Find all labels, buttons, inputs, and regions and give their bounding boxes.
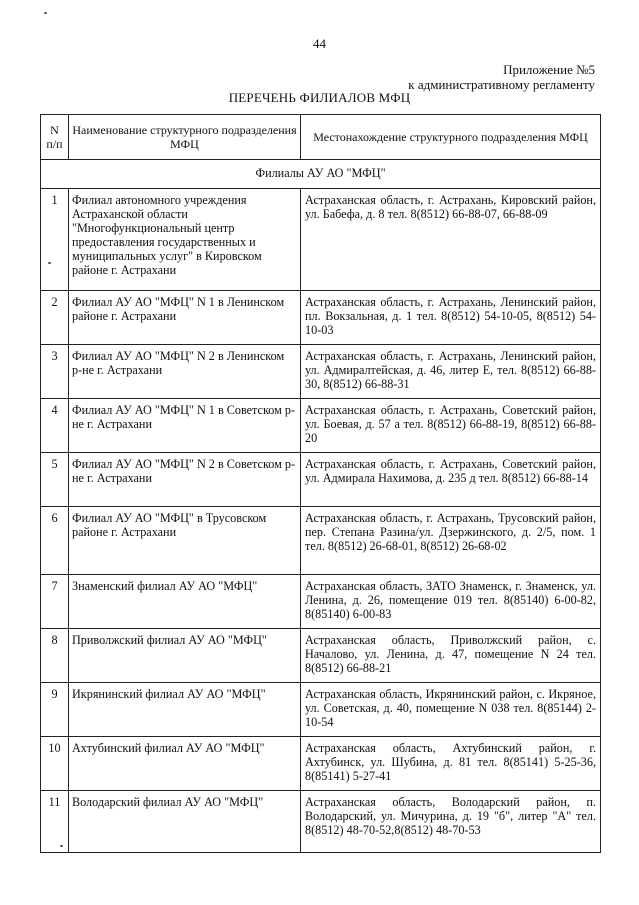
branch-location: Астраханская область, Ахтубинский район, г. Ахтубинск, ул. Шубина, д. 81 тел. 8(85141) 5-25-36, 8(85141) 5-27-41	[301, 737, 601, 791]
branch-name: Знаменский филиал АУ АО "МФЦ"	[69, 575, 301, 629]
branch-name: Филиал АУ АО "МФЦ" N 1 в Советском р-не г. Астрахани	[69, 399, 301, 453]
row-number: 3	[41, 345, 69, 399]
header-location: Местонахождение структурного подразделения МФЦ	[301, 115, 601, 160]
branch-name: Филиал АУ АО "МФЦ" N 1 в Ленинском районе г. Астрахани	[69, 291, 301, 345]
branch-location: Астраханская область, Приволжский район, с. Началово, ул. Ленина, д. 47, помещение N 24 тел. 8(8512) 66-88-21	[301, 629, 601, 683]
row-number: 7	[41, 575, 69, 629]
row-number: 6	[41, 507, 69, 575]
appendix-line-1: Приложение №5	[503, 62, 595, 77]
branch-name: Филиал АУ АО "МФЦ" N 2 в Ленинском р-не г. Астрахани	[69, 345, 301, 399]
branch-name: Икрянинский филиал АУ АО "МФЦ"	[69, 683, 301, 737]
branch-location: Астраханская область, г. Астрахань, Советский район, ул. Адмирала Нахимова, д. 235 д тел. 8(8512) 66-88-14	[301, 453, 601, 507]
branch-name: Филиал автономного учреждения Астраханской области "Многофункциональный центр предоставления государственных и муниципальных услуг" в Кировском районе г. Астрахани	[69, 189, 301, 291]
table-row	[41, 575, 601, 629]
row-number: 4	[41, 399, 69, 453]
row-number: 5	[41, 453, 69, 507]
header-name: Наименование структурного подразделения МФЦ	[69, 115, 301, 160]
row-number: 11	[41, 791, 69, 853]
row-number: 2	[41, 291, 69, 345]
table-row	[41, 399, 601, 453]
page-number: 44	[313, 36, 326, 51]
row-number: 8	[41, 629, 69, 683]
branch-location: Астраханская область, г. Астрахань, Ленинский район, пл. Вокзальная, д. 1 тел. 8(8512) 54-10-05, 8(8512) 54-10-03	[301, 291, 601, 345]
table-row	[41, 189, 601, 291]
branch-location: Астраханская область, ЗАТО Знаменск, г. Знаменск, ул. Ленина, д. 26, помещение 019 тел. 8(85140) 6-00-82, 8(85140) 6-00-83	[301, 575, 601, 629]
table-row	[41, 453, 601, 507]
section-row	[41, 160, 601, 189]
appendix-line-2: к административному регламенту	[408, 77, 595, 92]
branch-name: Володарский филиал АУ АО "МФЦ"	[69, 791, 301, 853]
table-row	[41, 507, 601, 575]
branch-name: Приволжский филиал АУ АО "МФЦ"	[69, 629, 301, 683]
scan-speck	[44, 12, 47, 14]
branch-location: Астраханская область, Володарский район, п. Володарский, ул. Мичурина, д. 19 "б", литер "А" тел. 8(8512) 48-70-52,8(8512) 48-70-53	[301, 791, 601, 853]
table-row	[41, 629, 601, 683]
table-row	[41, 791, 601, 853]
row-number: 10	[41, 737, 69, 791]
document-title: ПЕРЕЧЕНЬ ФИЛИАЛОВ МФЦ	[228, 90, 411, 105]
scan-speck	[48, 262, 51, 264]
scan-speck	[60, 845, 63, 847]
section-title: Филиалы АУ АО "МФЦ"	[41, 160, 601, 189]
branch-name: Филиал АУ АО "МФЦ" N 2 в Советском р-не г. Астрахани	[69, 453, 301, 507]
branch-name: Филиал АУ АО "МФЦ" в Трусовском районе г. Астрахани	[69, 507, 301, 575]
table-row	[41, 737, 601, 791]
row-number: 9	[41, 683, 69, 737]
branches-table	[40, 114, 601, 853]
table-row	[41, 683, 601, 737]
row-number: 1	[41, 189, 69, 291]
table-row	[41, 291, 601, 345]
header-number: N п/п	[41, 115, 69, 160]
branch-location: Астраханская область, г. Астрахань, Трусовский район, пер. Степана Разина/ул. Дзержинского, д. 2/5, пом. 1 тел. 8(8512) 26-68-01, 8(8512) 26-68-02	[301, 507, 601, 575]
table-row	[41, 345, 601, 399]
table-header-row	[41, 115, 601, 160]
branch-location: Астраханская область, г. Астрахань, Кировский район, ул. Бабефа, д. 8 тел. 8(8512) 66-88-07, 66-88-09	[301, 189, 601, 291]
branch-location: Астраханская область, г. Астрахань, Советский район, ул. Боевая, д. 57 а тел. 8(8512) 66-88-19, 8(8512) 66-88-20	[301, 399, 601, 453]
branch-name: Ахтубинский филиал АУ АО "МФЦ"	[69, 737, 301, 791]
appendix-note	[408, 62, 595, 92]
branch-location: Астраханская область, Икрянинский район, с. Икряное, ул. Советская, д. 40, помещение N 038 тел. 8(85144) 2-10-54	[301, 683, 601, 737]
branch-location: Астраханская область, г. Астрахань, Ленинский район, ул. Адмиралтейская, д. 46, литер Е, тел. 8(8512) 66-88-30, 8(8512) 66-88-31	[301, 345, 601, 399]
